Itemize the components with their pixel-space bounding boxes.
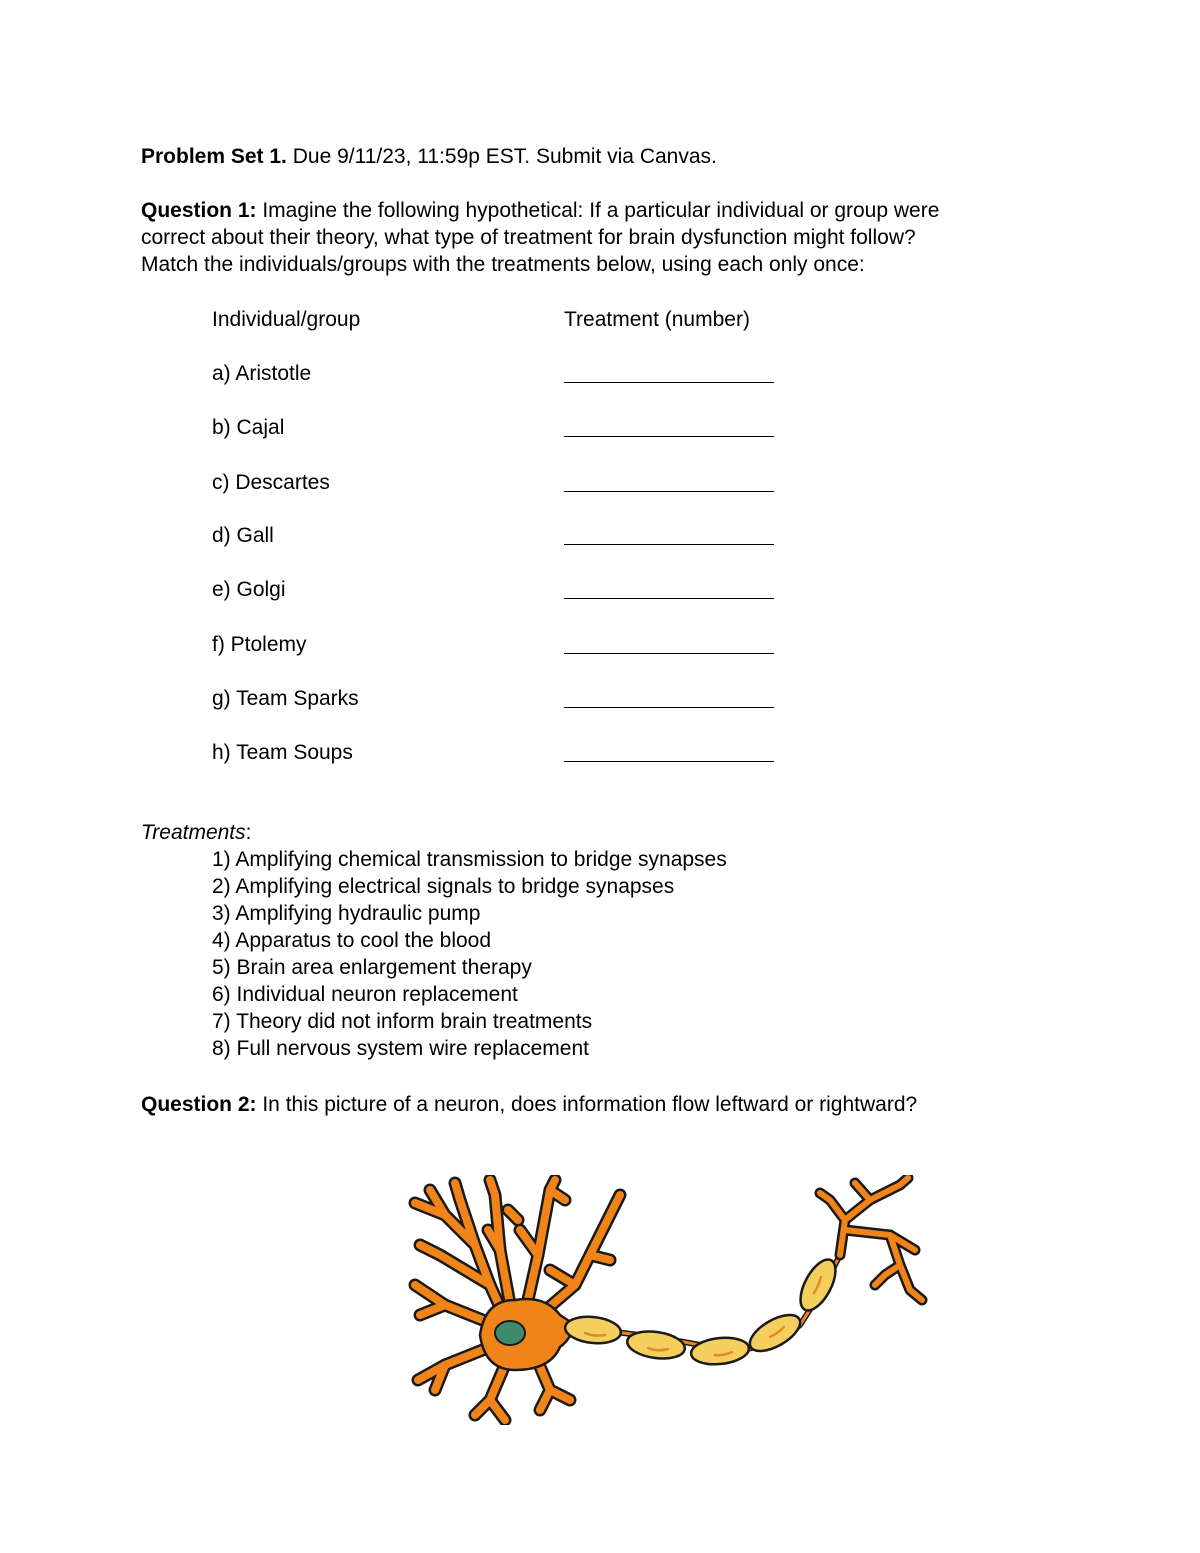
answer-blank-f[interactable] bbox=[564, 631, 774, 654]
myelin-sheath bbox=[564, 1254, 843, 1367]
treatment-item: 5) Brain area enlargement therapy bbox=[212, 956, 532, 979]
col-header-individual: Individual/group bbox=[212, 308, 361, 331]
treatments-heading: Treatments: bbox=[141, 821, 252, 844]
treatment-item: 7) Theory did not inform brain treatments bbox=[212, 1010, 593, 1033]
question1-line2: correct about their theory, what type of treatment for brain dysfunction might follow? bbox=[141, 226, 916, 249]
answer-blank-b[interactable] bbox=[564, 414, 774, 437]
question2-line bbox=[141, 1091, 917, 1118]
col-header-treatment: Treatment (number) bbox=[564, 308, 750, 331]
answer-blank-h[interactable] bbox=[564, 739, 774, 762]
treatment-item: 4) Apparatus to cool the blood bbox=[212, 929, 492, 952]
problem-set-heading bbox=[141, 143, 717, 170]
row-name-c: c) Descartes bbox=[212, 471, 330, 494]
problem-set-due: Due 9/11/23, 11:59p EST. Submit via Canvas. bbox=[286, 145, 717, 168]
question2-text: In this picture of a neuron, does information flow leftward or rightward? bbox=[256, 1093, 918, 1116]
neuron-illustration bbox=[400, 1175, 930, 1425]
question1-line3: Match the individuals/groups with the treatments below, using each only once: bbox=[141, 253, 865, 276]
nucleus bbox=[495, 1321, 525, 1345]
question1-label: Question 1: bbox=[141, 199, 257, 222]
answer-blank-a[interactable] bbox=[564, 360, 774, 383]
row-name-b: b) Cajal bbox=[212, 416, 285, 439]
answer-blank-e[interactable] bbox=[564, 576, 774, 599]
treatments-list bbox=[212, 846, 727, 1062]
answer-blank-d[interactable] bbox=[564, 522, 774, 545]
treatment-item: 8) Full nervous system wire replacement bbox=[212, 1037, 589, 1060]
treatment-item: 2) Amplifying electrical signals to bridge synapses bbox=[212, 875, 675, 898]
row-name-f: f) Ptolemy bbox=[212, 633, 307, 656]
row-name-e: e) Golgi bbox=[212, 578, 286, 601]
row-name-h: h) Team Soups bbox=[212, 741, 353, 764]
row-name-a: a) Aristotle bbox=[212, 362, 312, 385]
row-name-g: g) Team Sparks bbox=[212, 687, 359, 710]
question1-line1: Question 1: Imagine the following hypothetical: If a particular individual or group were bbox=[141, 199, 940, 222]
problem-set-title: Problem Set 1. bbox=[141, 145, 287, 168]
treatment-item: 3) Amplifying hydraulic pump bbox=[212, 902, 481, 925]
question2-label: Question 2: bbox=[141, 1093, 257, 1116]
row-name-d: d) Gall bbox=[212, 524, 274, 547]
answer-blank-c[interactable] bbox=[564, 469, 774, 492]
answer-blank-g[interactable] bbox=[564, 685, 774, 708]
treatment-item: 1) Amplifying chemical transmission to bridge synapses bbox=[212, 848, 727, 871]
treatment-item: 6) Individual neuron replacement bbox=[212, 983, 518, 1006]
